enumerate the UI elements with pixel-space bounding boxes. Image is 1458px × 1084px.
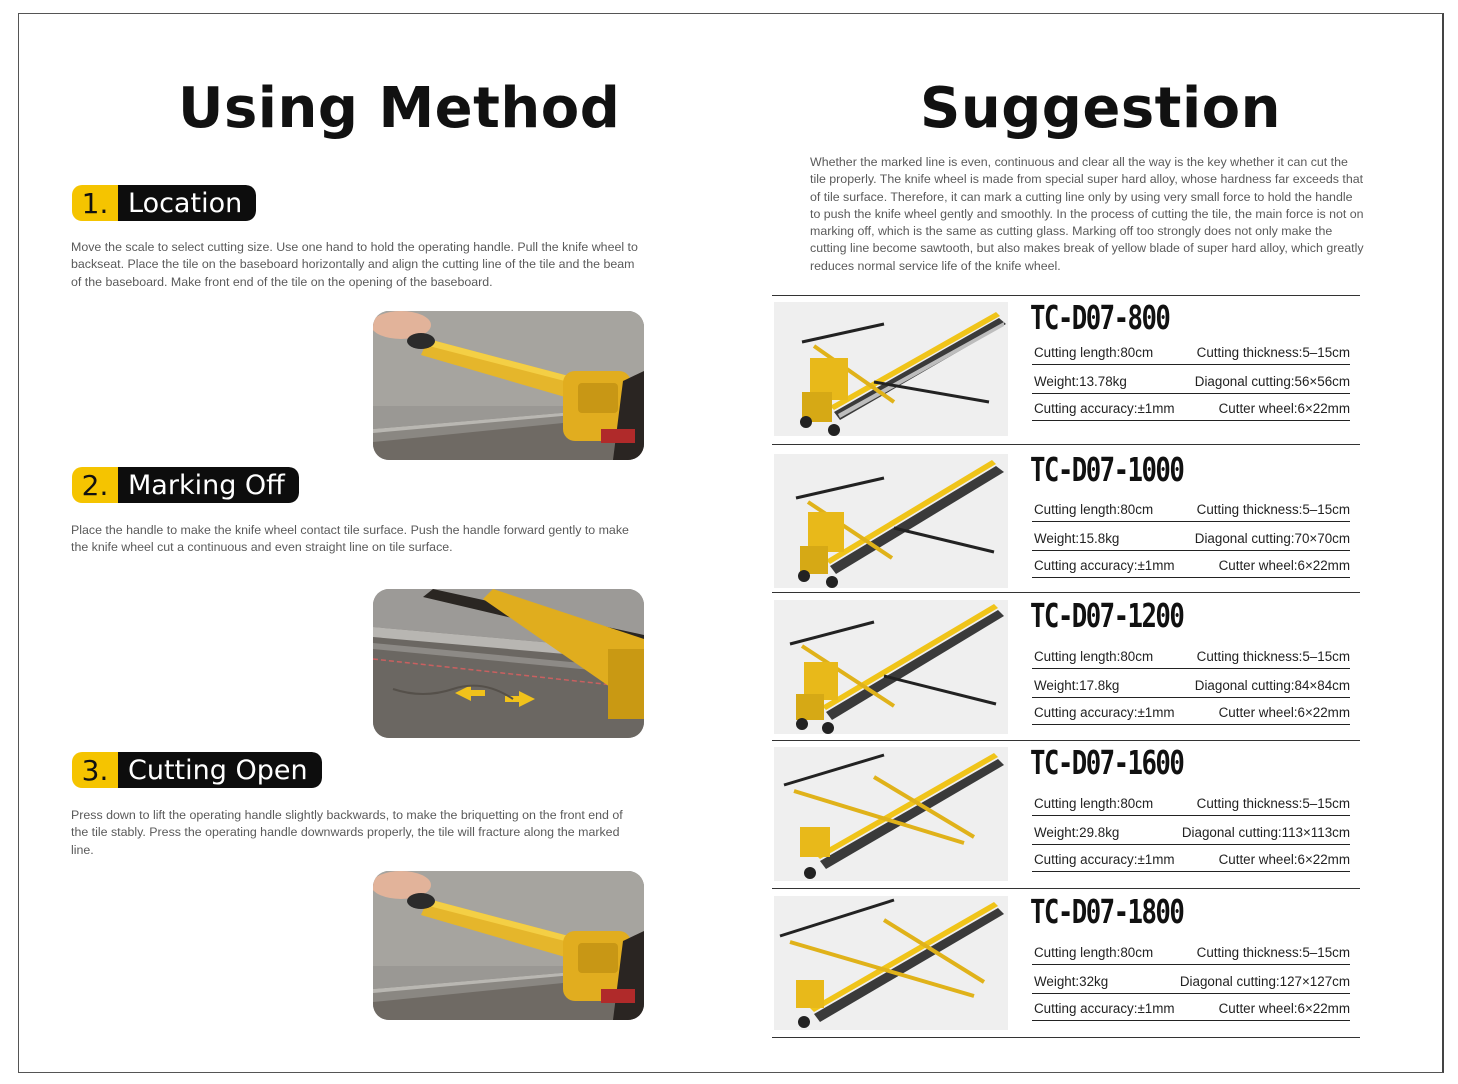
spec-row bbox=[1032, 493, 1350, 522]
product-image bbox=[774, 747, 1008, 881]
spec-cutting-thickness: Cutting thickness:5–15cm bbox=[1196, 796, 1350, 811]
step-2-photo bbox=[373, 589, 644, 738]
spec-row bbox=[1032, 965, 1350, 994]
spec-weight: Weight:15.8kg bbox=[1034, 531, 1120, 546]
spec-cutting-length: Cutting length:80cm bbox=[1034, 945, 1154, 960]
spec-row bbox=[1032, 669, 1350, 698]
divider bbox=[772, 1037, 1360, 1038]
step-3-label: Cutting Open bbox=[118, 752, 322, 788]
spec-weight: Weight:29.8kg bbox=[1034, 825, 1120, 840]
product-image bbox=[774, 600, 1008, 734]
spec-cutter-wheel: Cutter wheel:6×22mm bbox=[1218, 1001, 1350, 1016]
spec-row bbox=[1032, 336, 1350, 365]
spec-cutting-length: Cutting length:80cm bbox=[1034, 345, 1154, 360]
spec-cutting-accuracy: Cutting accuracy:±1mm bbox=[1034, 705, 1175, 720]
step-1-number: 1. bbox=[72, 185, 118, 221]
spec-row bbox=[1032, 696, 1350, 725]
spec-cutting-accuracy: Cutting accuracy:±1mm bbox=[1034, 558, 1175, 573]
suggestion-text: Whether the marked line is even, continuous and clear all the way is the key whether it can cut the tile properly. The knife wheel is made from special super hard alloy, whose hardness far exceeds that of tile surface. Therefore, it can mark a cutting line only by using very small force to hold the handle to push the knife wheel gently and smoothly. In the process of cutting the tile, the main force is not on marking off, which is the same as cutting glass. Marking off too strongly does not only make the cutting line become sawtooth, but also makes break of yellow blade of super hard alloy, which greatly reduces normal service life of the knife wheel. bbox=[810, 155, 1364, 273]
product-card bbox=[772, 594, 1360, 742]
spec-row bbox=[1032, 549, 1350, 578]
step-1-photo bbox=[373, 311, 644, 460]
step-3-number: 3. bbox=[72, 752, 118, 788]
spec-cutting-accuracy: Cutting accuracy:±1mm bbox=[1034, 1001, 1175, 1016]
spec-row bbox=[1032, 365, 1350, 394]
product-model: TC-D07-1000 bbox=[1030, 450, 1184, 489]
step-2-label: Marking Off bbox=[118, 467, 299, 503]
step-3-photo bbox=[373, 871, 644, 1020]
spec-cutter-wheel: Cutter wheel:6×22mm bbox=[1218, 705, 1350, 720]
spec-cutting-thickness: Cutting thickness:5–15cm bbox=[1196, 649, 1350, 664]
product-card bbox=[772, 296, 1360, 444]
spec-row bbox=[1032, 522, 1350, 551]
spec-weight: Weight:13.78kg bbox=[1034, 374, 1127, 389]
spec-row bbox=[1032, 843, 1350, 872]
divider bbox=[772, 888, 1360, 889]
spec-diagonal-cutting: Diagonal cutting:70×70cm bbox=[1194, 531, 1350, 546]
using-method-title: Using Method bbox=[178, 76, 621, 141]
spec-cutting-length: Cutting length:80cm bbox=[1034, 796, 1154, 811]
spec-row bbox=[1032, 816, 1350, 845]
suggestion-title: Suggestion bbox=[920, 76, 1281, 141]
product-card bbox=[772, 890, 1360, 1038]
spec-cutter-wheel: Cutter wheel:6×22mm bbox=[1218, 852, 1350, 867]
spec-row bbox=[1032, 992, 1350, 1021]
product-model: TC-D07-1600 bbox=[1030, 743, 1184, 782]
spec-cutter-wheel: Cutter wheel:6×22mm bbox=[1218, 558, 1350, 573]
spec-cutting-length: Cutting length:80cm bbox=[1034, 649, 1154, 664]
step-1-text: Move the scale to select cutting size. Use one hand to hold the operating handle. Pull the knife wheel to backseat. Place the tile on the baseboard horizontally and align the cutting line of the tile and the beam of the baseboard. Make front end of the tile on the opening of the baseboard. bbox=[71, 240, 638, 289]
product-model: TC-D07-800 bbox=[1030, 298, 1170, 337]
spec-cutting-length: Cutting length:80cm bbox=[1034, 502, 1154, 517]
product-card bbox=[772, 448, 1360, 596]
spec-diagonal-cutting: Diagonal cutting:56×56cm bbox=[1194, 374, 1350, 389]
divider bbox=[772, 592, 1360, 593]
product-image bbox=[774, 896, 1008, 1030]
step-2-badge bbox=[72, 467, 299, 503]
spec-cutting-thickness: Cutting thickness:5–15cm bbox=[1196, 502, 1350, 517]
spec-cutter-wheel: Cutter wheel:6×22mm bbox=[1218, 401, 1350, 416]
spec-cutting-accuracy: Cutting accuracy:±1mm bbox=[1034, 852, 1175, 867]
step-3-text: Press down to lift the operating handle slightly backwards, to make the briquetting on the front end of the tile stably. Press the operating handle downwards properly, the tile will fracture along the marked line. bbox=[71, 808, 623, 857]
product-card bbox=[772, 741, 1360, 889]
step-1-label: Location bbox=[118, 185, 256, 221]
spec-cutting-thickness: Cutting thickness:5–15cm bbox=[1196, 345, 1350, 360]
product-model: TC-D07-1800 bbox=[1030, 892, 1184, 931]
spec-diagonal-cutting: Diagonal cutting:127×127cm bbox=[1179, 974, 1350, 989]
spec-weight: Weight:17.8kg bbox=[1034, 678, 1120, 693]
product-image bbox=[774, 454, 1008, 588]
product-model: TC-D07-1200 bbox=[1030, 596, 1184, 635]
spec-diagonal-cutting: Diagonal cutting:113×113cm bbox=[1181, 825, 1350, 840]
spec-row bbox=[1032, 787, 1350, 816]
step-2-text: Place the handle to make the knife wheel contact tile surface. Push the handle forward gently to make the knife wheel cut a continuous and even straight line on tile surface. bbox=[71, 523, 629, 555]
spec-row bbox=[1032, 936, 1350, 965]
product-image bbox=[774, 302, 1008, 436]
divider bbox=[772, 444, 1360, 445]
step-2-number: 2. bbox=[72, 467, 118, 503]
spec-cutting-thickness: Cutting thickness:5–15cm bbox=[1196, 945, 1350, 960]
spec-diagonal-cutting: Diagonal cutting:84×84cm bbox=[1194, 678, 1350, 693]
spec-cutting-accuracy: Cutting accuracy:±1mm bbox=[1034, 401, 1175, 416]
spec-row bbox=[1032, 392, 1350, 421]
spec-weight: Weight:32kg bbox=[1034, 974, 1109, 989]
spec-row bbox=[1032, 640, 1350, 669]
step-1-badge bbox=[72, 185, 256, 221]
step-3-badge bbox=[72, 752, 322, 788]
